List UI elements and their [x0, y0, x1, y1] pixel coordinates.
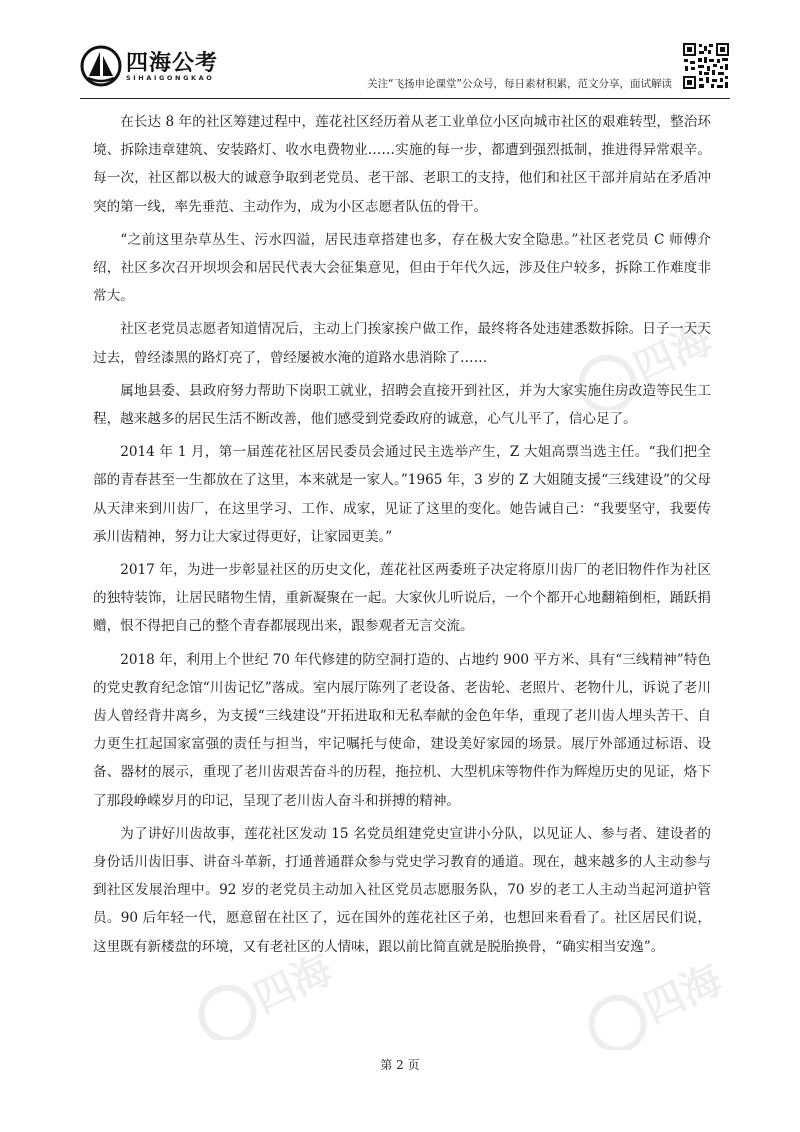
- page-number: 第 2 页: [380, 1058, 420, 1072]
- article-body: [93, 108, 711, 966]
- paragraph: “之前这里杂草丛生、污水四溢，居民违章搭建也多，存在极大安全隐患。”社区老党员 C 师傅介绍，社区多次召开坝坝会和居民代表大会征集意见，但由于年代久远，涉及住户较多，拆除工作难度非常大。: [93, 231, 711, 305]
- brand-logo: [80, 44, 220, 88]
- paragraph: 2017 年，为进一步彰显社区的历史文化，莲花社区两委班子决定将原川齿厂的老旧物件作为社区的独特装饰，让居民睹物生情，重新凝聚在一起。大家伙儿听说后，一个个都开心地翻箱倒柜，踊跃捐赠，恨不得把自己的整个青春都展现出来，跟参观者无言交流。: [93, 562, 711, 635]
- page-header: [80, 36, 730, 99]
- brand-subtitle: SIHAIGONGKAO: [126, 74, 215, 82]
- sailboat-logo-icon: [80, 44, 122, 88]
- brand-name: 四海公考: [126, 51, 219, 76]
- svg-text:四海: 四海: [247, 946, 340, 1023]
- svg-text:四海: 四海: [627, 316, 720, 393]
- paragraph: 为了讲好川齿故事，莲花社区发动 15 名党员组建党史宣讲小分队，以见证人、参与者、建设者的身份话川齿旧事、讲奋斗革新，打通普通群众参与党史学习教育的通道。现在，越来越多的人主动参与到社区发展治理中。92 岁的老党员主动加入社区党员志愿服务队，70 岁的老工人主动当起河道护管员。90 后年轻一代，愿意留在社区了，远在国外的莲花社区子弟，也想回来看看了。社区居民们说，这里既有新楼盘的环境，又有老社区的人情味，跟以前比简直就是脱胎换骨，“确实相当安逸”。: [93, 825, 711, 955]
- paragraph: 2018 年，利用上个世纪 70 年代修建的防空洞打造的、占地约 900 平方米、具有“三线精神”特色的党史教育纪念馆“川齿记忆”落成。室内展厅陈列了老设备、老齿轮、老照片、老物什儿，诉说了老川齿人曾经背井离乡，为支援“三线建设”开拓进取和无私奉献的金色年华，重现了老川齿人埋头苦干、自力更生扛起国家富强的责任与担当，牢记嘱托与使命，建设美好家园的场景。展厅外部通过标语、设备、器材的展示，重现了老川齿艰苦奋斗的历程，拖拉机、大型机床等物件作为辉煌历史的见证，烙下了那段峥嵘岁月的印记，呈现了老川齿人奋斗和拼搏的精神。: [93, 651, 711, 809]
- paragraph: 社区老党员志愿者知道情况后，主动上门挨家挨户做工作，最终将各处违建悉数拆除。日子一天天过去，曾经漆黑的路灯亮了，曾经屡被水淹的道路水患消除了……: [93, 321, 711, 366]
- header-tagline: 关注“飞扬申论课堂”公众号，每日素材积累，范文分享，面试解读: [367, 78, 672, 90]
- paragraph: 属地县委、县政府努力帮助下岗职工就业，招聘会直接开到社区，并为大家实施住房改造等民生工程，越来越多的居民生活不断改善，他们感受到党委政府的诚意，心气儿平了，信心足了。: [93, 382, 711, 428]
- paragraph: 2014 年 1 月，第一届莲花社区居民委员会通过民主选举产生，Z 大姐高票当选主任。“我们把全部的青春甚至一生都放在了这里，本来就是一家人。”1965 年，3 岁的 Z 大姐随支援“三线建设”的父母从天津来到川齿厂，在这里学习、工作、成家，见证了这里的变化。她告诫自己：“我要坚守，我要传承川齿精神，努力让大家过得更好，让家园更美。”: [93, 444, 711, 545]
- svg-text:四海: 四海: [637, 956, 730, 1033]
- qr-code-icon: [682, 42, 730, 90]
- paragraph: 在长达 8 年的社区筹建过程中，莲花社区经历着从老工业单位小区向城市社区的艰难转型，整治环境、拆除违章建筑、安装路灯、收水电费物业……实施的每一步，都遭到强烈抵制，推进得异常艰辛。每一次，社区都以极大的诚意争取到老党员、老干部、老职工的支持，他们和社区干部并肩站在矛盾冲突的第一线，率先垂范、主动作为，成为小区志愿者队伍的骨干。: [93, 114, 711, 215]
